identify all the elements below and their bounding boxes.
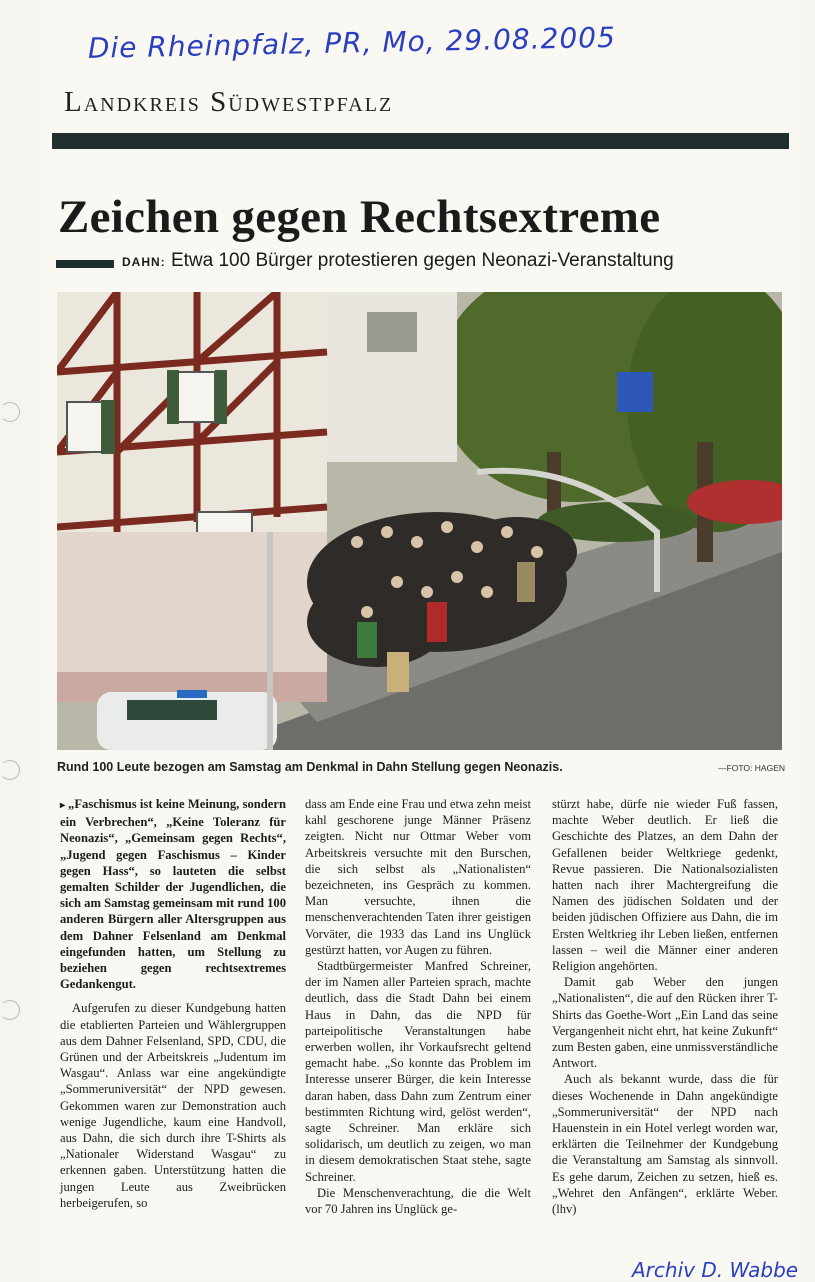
bullet-arrow-icon: ▸ xyxy=(60,800,66,811)
photo-caption: Rund 100 Leute bezogen am Samstag am Denkmal in Dahn Stellung gegen Neonazis. xyxy=(57,760,563,774)
punch-hole-mark xyxy=(0,760,20,780)
article-paragraph: dass am Ende eine Frau und etwa zehn meist kahl geschorene junge Männer Präsenz zeigten. Nicht nur Ottmar Weber vom Arbeitskreis versuchte mit den Burschen, die sich selbst als „Nationalisten“ bezeichneten, ins Gespräch zu kommen. Man versuchte, ihnen die menschenverachtenden Taten ihrer geistigen Vorväter, die 1933 das Land ins Unglück gestürzt hatten, vor Augen zu führen. xyxy=(305,797,531,957)
subhead xyxy=(122,250,782,272)
handwritten-archive-note: Archiv D. Wabbe xyxy=(632,1258,799,1282)
article-paragraph: Stadtbürgermeister Manfred Schreiner, der im Namen aller Parteien sprach, machte deutlich, dass die Stadt Dahn bei einem Haus in Dahn, das die NPD für parteipolitische Veranstaltungen habe erwerben wollen, ihr Vorkaufsrecht geltend gemacht habe. „So konnte das Problem im Interesse unserer Bürger, die kein Interesse daran haben, dass Dahn zum Zentrum einer bestimmten Richtung wird, gelöst werden“, sagte Schreiner. Man erkläre sich solidarisch, um deutlich zu zeigen, wo man in diesem demokratischen Staat stehe, sagte Schreiner. xyxy=(305,959,531,1184)
article-paragraph: ▸ „Faschismus ist keine Meinung, sondern ein Verbrechen“, „Keine Toleranz für Neonazis“, „Gemeinsam gegen Rechts“, „Jugend gegen Faschismus – Kinder gegen Hass“, so lauteten die selbst gemalten Schilder der Jugendlichen, die sich am Samstag gemeinsam mit rund 100 anderen Bürgern aller Altersgruppen aus dem Dahner Felsenland am Denkmal eingefunden hatten, um Stellung zu beziehen gegen rechtsextremes Gedankengut. xyxy=(60,797,286,992)
handwritten-source-note: Die Rheinpfalz, PR, Mo, 29.08.2005 xyxy=(87,20,617,65)
article-paragraph: Auch als bekannt wurde, dass die für dieses Wochenende in Dahn angekündigte „Sommeruniversität“ der NPD nach Hauenstein in ein Hotel verlegt worden war, erklärten die Teilnehmer der Kundgebung die Veranstaltung am Samstag als sinnvoll. Es gehe darum, Zeichen zu setzen, hieß es. „Wehret den Anfängen“, erklärte Weber. (lhv) xyxy=(552,1072,778,1217)
section-rule xyxy=(52,133,789,149)
subhead-text: Etwa 100 Bürger protestieren gegen Neonazi-Veranstaltung xyxy=(170,250,674,271)
punch-hole-mark xyxy=(0,402,20,422)
article-column-3 xyxy=(552,796,778,1217)
article-paragraph: stürzt habe, dürfe nie wieder Fuß fassen, machte Weber deutlich. Er ließ die Geschichte des Platzes, an dem Dahn der Gefallenen beider Weltkriege gedenkt, Revue passieren. Die Nationalsozialisten hatten nach ihrer Machtergreifung die Namen des jüdischen Soldaten und der beiden jüdischen Offiziere aus Dahn, die im Ersten Weltkrieg ihr Leben ließen, entfernen lassen – weil die Männer einer anderen Religion angehörten. xyxy=(552,797,778,974)
street-crowd-photo xyxy=(57,292,782,750)
article-paragraph: Die Menschenverachtung, die die Welt vor 70 Jahren ins Unglück ge- xyxy=(305,1185,531,1217)
photo-credit: —FOTO: HAGEN xyxy=(718,763,785,773)
section-title: Landkreis Südwestpfalz xyxy=(64,86,394,118)
headline: Zeichen gegen Rechtsextreme xyxy=(58,191,661,243)
article-column-1 xyxy=(60,796,286,1211)
article-paragraph: Aufgerufen zu dieser Kundgebung hatten die etablierten Parteien und Wählergruppen aus dem Dahner Felsenland, SPD, CDU, die Grünen und der Arbeitskreis „Judentum im Wasgau“. Anlass war eine angekündigte „Sommeruniversität“ der NPD gewesen. Gekommen waren zur Demonstration auch wenige Jugendliche, kaum eine Handvoll, aus Dahn, die sich durch ihre T-Shirts als „Nationaler Widerstand Wasgau“ zu erkennen gaben. Unterstützung hatten die jungen Leute aus Zweibrücken herbeigerufen, so xyxy=(60,1001,286,1210)
article-column-2 xyxy=(305,796,531,1217)
punch-hole-mark xyxy=(0,1000,20,1020)
photo-illustration xyxy=(57,292,782,750)
article-paragraph: Damit gab Weber den jungen „Nationalisten“, die auf den Rücken ihrer T-Shirts das Goethe-Wort „Ein Land das seine Vergangenheit nicht ehrt, hat keine Zukunft“ zum Besten gaben, eine unmissverständliche Antwort. xyxy=(552,975,778,1071)
subhead-kicker: DAHN: xyxy=(122,255,166,269)
subhead-rule xyxy=(56,260,114,268)
